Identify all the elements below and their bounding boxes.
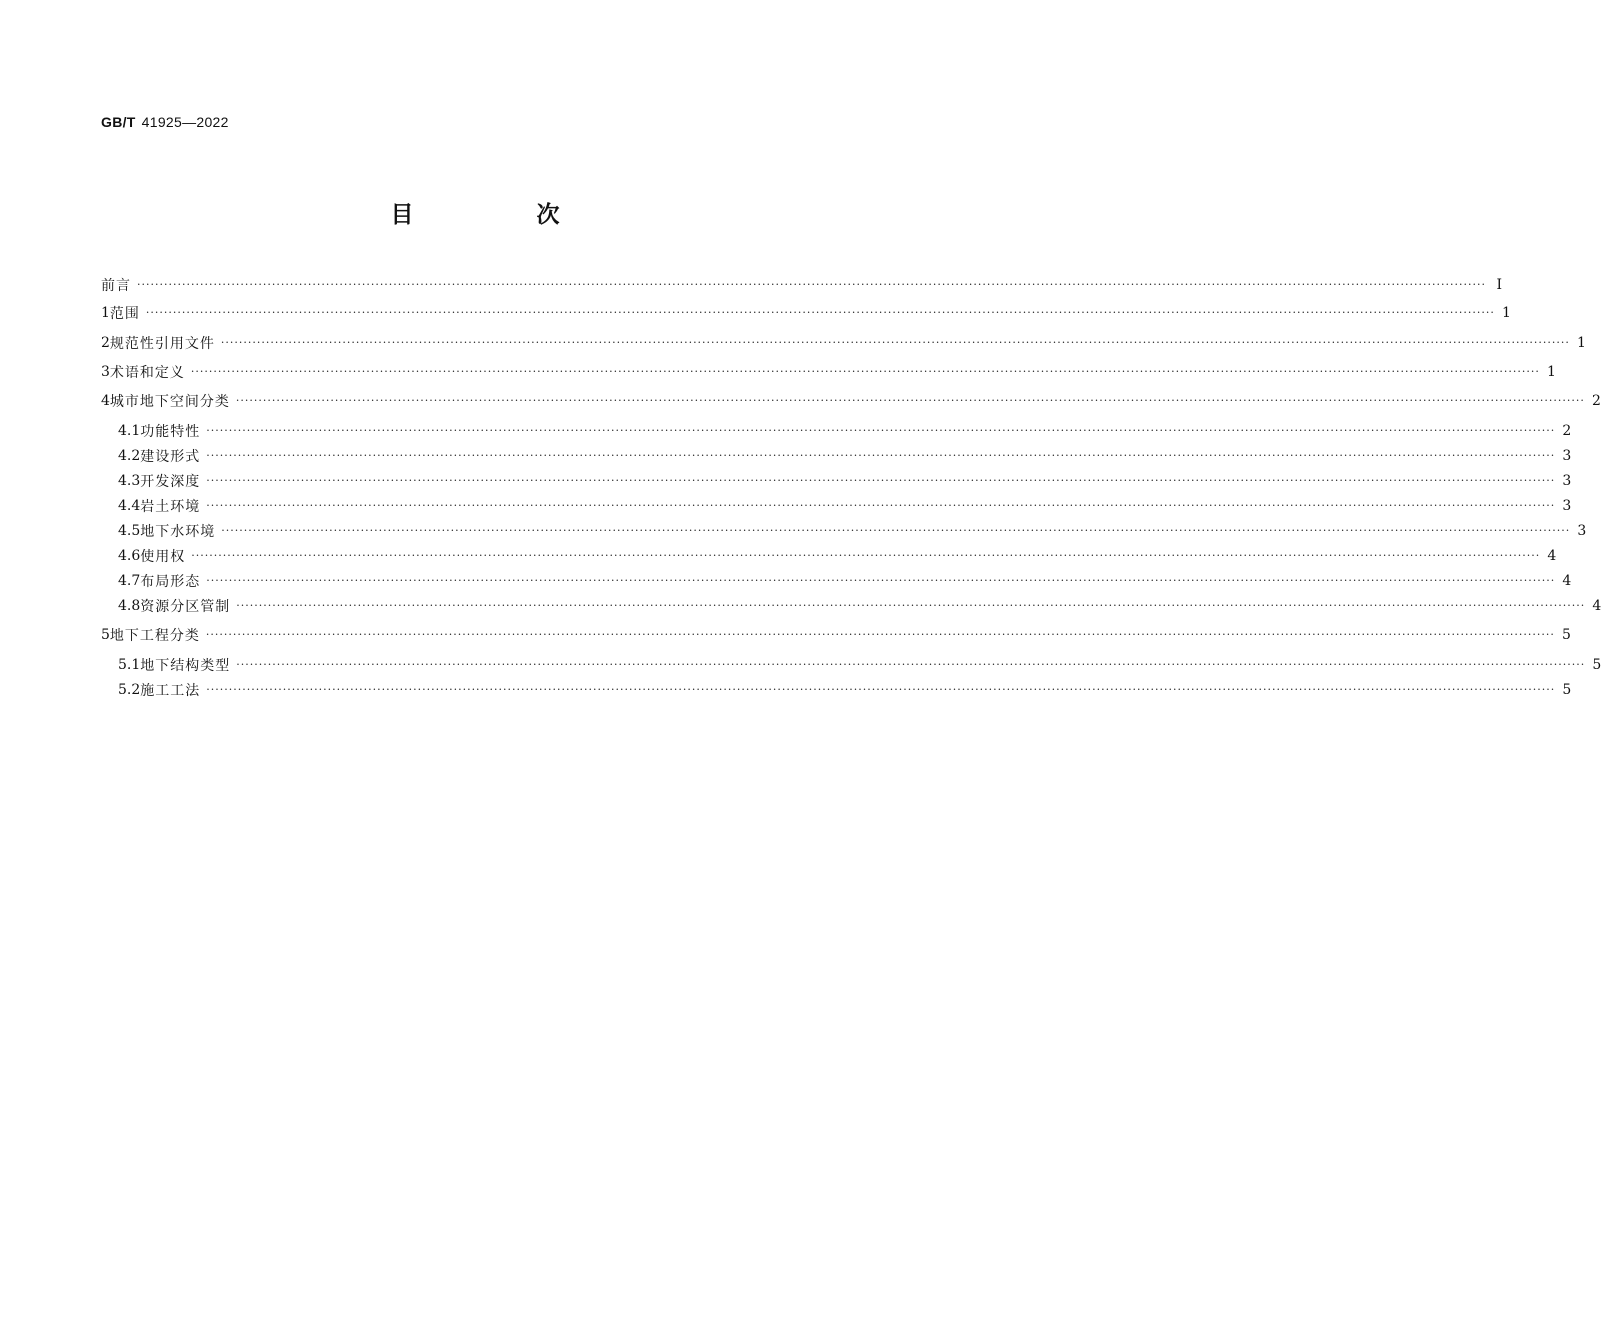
toc-entry[interactable] — [101, 274, 1502, 296]
toc-entry-page: 2 — [1591, 393, 1601, 409]
dot-leader: ············································································································································································································································································································ — [206, 474, 1556, 487]
dot-leader: ············································································································································································································································································································ — [206, 424, 1556, 437]
toc-entry[interactable] — [118, 595, 1601, 617]
standard-number — [101, 114, 229, 130]
dot-leader: ············································································································································································································································································································ — [206, 499, 1556, 512]
toc-entry-page: 3 — [1577, 523, 1587, 539]
toc-entry-label: 术语和定义 — [109, 365, 185, 381]
toc-entry[interactable] — [118, 570, 1572, 592]
toc-entry-page: 2 — [1562, 423, 1572, 439]
dot-leader: ············································································································································································································································································································ — [205, 628, 1555, 641]
toc-entry-label: 地下工程分类 — [109, 628, 200, 644]
dot-leader: ············································································································································································································································································································ — [206, 449, 1556, 462]
toc-title: 目 次 — [390, 202, 610, 228]
toc-entry-label: 地下结构类型 — [140, 658, 231, 674]
toc-entry-page: 5 — [1561, 627, 1571, 643]
standard-code: 41925—2022 — [141, 114, 229, 130]
toc-entry-number: 5.1 — [118, 657, 141, 673]
toc-entry[interactable] — [101, 361, 1556, 383]
toc-entry[interactable] — [118, 445, 1572, 467]
toc-entry-page: 3 — [1562, 473, 1572, 489]
toc-entry-page: 4 — [1592, 598, 1601, 614]
toc-entry-page: 1 — [1546, 364, 1556, 380]
toc-entry-number: 5.2 — [118, 682, 141, 698]
dot-leader: ············································································································································································································································································································ — [137, 278, 1486, 291]
toc-entry-number: 4.8 — [118, 598, 141, 614]
toc-entry[interactable] — [118, 495, 1572, 517]
toc-entry-number: 2 — [101, 335, 110, 351]
dot-leader: ············································································································································································································································································································ — [206, 683, 1556, 696]
toc-entry-label: 资源分区管制 — [140, 599, 231, 615]
toc-entry-page: 1 — [1501, 305, 1511, 321]
toc-entry-page: 3 — [1562, 448, 1572, 464]
toc-entry-label: 城市地下空间分类 — [109, 394, 230, 410]
toc-entry-number: 4.2 — [118, 448, 141, 464]
dot-leader: ············································································································································································································································································································ — [221, 524, 1571, 537]
dot-leader: ············································································································································································································································································································ — [190, 365, 1540, 378]
toc-entry-label: 布局形态 — [140, 574, 201, 590]
toc-entry-label: 范围 — [109, 306, 140, 322]
toc-entry-page: 3 — [1562, 498, 1572, 514]
toc-entry[interactable] — [118, 520, 1587, 542]
toc-entry[interactable] — [118, 470, 1572, 492]
toc-entry-label: 岩土环境 — [140, 499, 201, 515]
toc-entry-label: 使用权 — [140, 549, 186, 565]
dot-leader: ············································································································································································································································································································ — [220, 336, 1570, 349]
toc-entry-number: 1 — [101, 305, 110, 321]
toc-entry-page: 4 — [1562, 573, 1572, 589]
toc-entry-number: 4.1 — [118, 423, 141, 439]
standard-prefix: GB/T — [101, 114, 136, 130]
toc-entry-number: 5 — [101, 627, 110, 643]
dot-leader: ············································································································································································································································································································ — [145, 306, 1495, 319]
toc-entry-label: 施工工法 — [140, 683, 201, 699]
toc-entry-page: 4 — [1547, 548, 1557, 564]
dot-leader: ············································································································································································································································································································ — [191, 549, 1541, 562]
toc-entry[interactable] — [101, 302, 1511, 324]
dot-leader: ············································································································································································································································································································ — [236, 658, 1586, 671]
toc-entry-page: 5 — [1592, 657, 1601, 673]
toc-entry-label: 建设形式 — [140, 449, 201, 465]
toc-entry[interactable] — [118, 679, 1572, 701]
toc-entry-page: 5 — [1562, 682, 1572, 698]
toc-entry-label: 前言 — [101, 278, 131, 294]
toc-entry-number: 4 — [101, 393, 110, 409]
dot-leader: ············································································································································································································································································································ — [206, 574, 1556, 587]
toc-entry-label: 地下水环境 — [140, 524, 216, 540]
toc-entry[interactable] — [118, 654, 1601, 676]
toc-entry[interactable] — [101, 624, 1571, 646]
toc-entry[interactable] — [101, 390, 1601, 412]
toc-entry-label: 规范性引用文件 — [109, 336, 215, 352]
dot-leader: ············································································································································································································································································································ — [236, 599, 1586, 612]
toc-entry-page: Ⅰ — [1496, 277, 1502, 293]
toc-entry-number: 4.6 — [118, 548, 141, 564]
toc-entry-number: 4.5 — [118, 523, 141, 539]
toc-entry-label: 功能特性 — [140, 424, 201, 440]
toc-entry-number: 4.3 — [118, 473, 141, 489]
toc-entry[interactable] — [101, 332, 1586, 354]
toc-entry[interactable] — [118, 545, 1557, 567]
toc-entry-label: 开发深度 — [140, 474, 201, 490]
dot-leader: ············································································································································································································································································································ — [235, 394, 1585, 407]
toc-entry-number: 4.7 — [118, 573, 141, 589]
toc-entry[interactable] — [118, 420, 1572, 442]
toc-entry-number: 3 — [101, 364, 110, 380]
toc-entry-page: 1 — [1576, 335, 1586, 351]
toc-entry-number: 4.4 — [118, 498, 141, 514]
